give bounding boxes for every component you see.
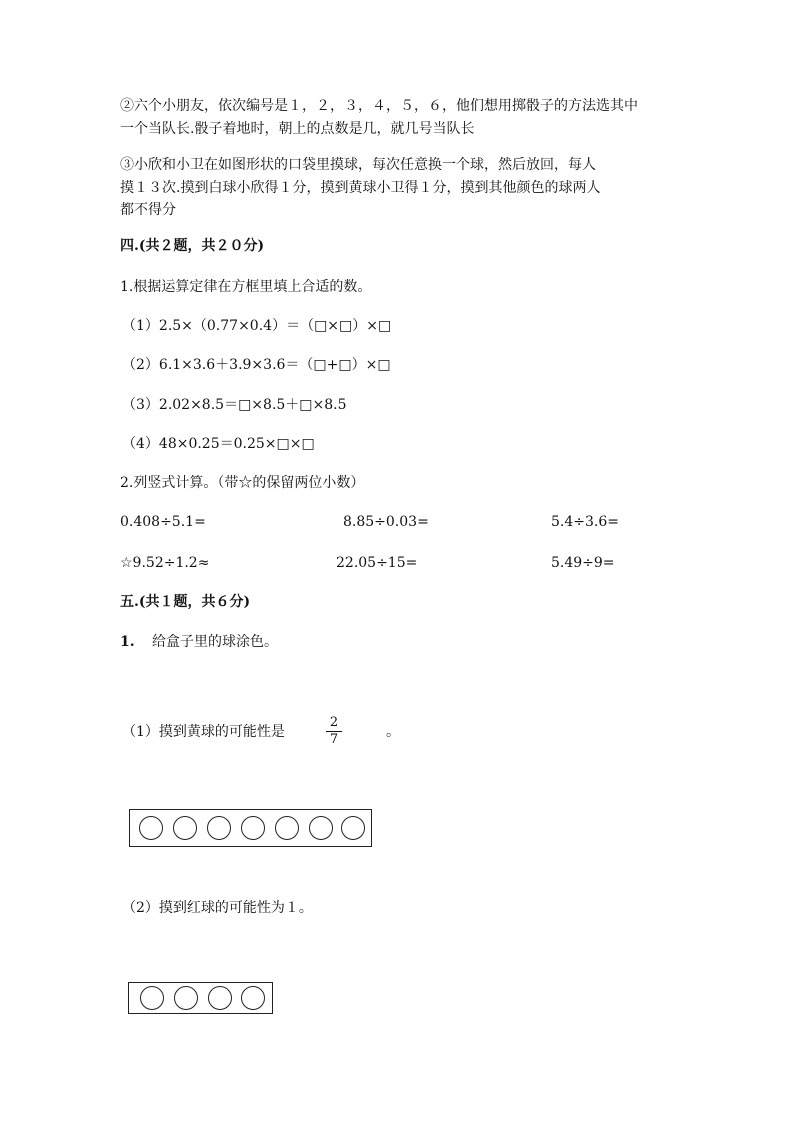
s4-q2-expr-2-1: ☆9.52÷1.2≈ [120,555,210,571]
section4-heading: 四.(共２题，共２０分) [120,238,265,254]
ball-6[interactable] [309,816,333,840]
s4-q1-item-3: （3）2.02×8.5＝□×8.5＋□×8.5 [122,397,347,413]
q3-item2-line2: 一个当队长.骰子着地时，朝上的点数是几，就几号当队长 [120,121,475,137]
ball-5[interactable] [275,816,299,840]
q3-item2-line1: ②六个小朋友，依次编号是１，２，３，４，５，６，他们想用掷骰子的方法选其中 [120,98,638,114]
s5-part1-end: 。 [386,724,400,740]
s5-part2-label: （2）摸到红球的可能性为１。 [122,900,313,916]
q3-item3-line1: ③小欣和小卫在如图形状的口袋里摸球，每次任意换一个球，然后放回，每人 [120,157,596,173]
ball-box-2 [128,982,273,1014]
s4-q2-expr-2-2: 22.05÷15= [336,555,418,571]
s5-part1-label: （1）摸到黄球的可能性是 [122,724,285,740]
s4-q2-expr-2-3: 5.49÷9= [551,555,615,571]
ball-1[interactable] [140,986,164,1010]
ball-box-1 [129,809,372,847]
s5-q1-number: 1. [120,634,135,650]
q3-item3-line3: 都不得分 [120,202,176,218]
s4-q1-item-2: （2）6.1×3.6＋3.9×3.6＝（□+□）×□ [122,357,391,373]
ball-4[interactable] [241,986,265,1010]
ball-3[interactable] [207,816,231,840]
s4-q2-expr-1-1: 0.408÷5.1= [120,514,206,530]
s4-q2-expr-1-3: 5.4÷3.6= [551,514,619,530]
ball-3[interactable] [208,986,232,1010]
s4-q1-prompt: 1.根据运算定律在方框里填上合适的数。 [120,279,372,295]
s4-q1-item-1: （1）2.5×（0.77×0.4）＝（□×□）×□ [122,318,392,334]
fraction-denominator: 7 [329,732,339,747]
s4-q2-prompt: 2.列竖式计算。（带☆的保留两位小数） [120,475,365,491]
ball-1[interactable] [139,816,163,840]
s4-q1-item-4: （4）48×0.25＝0.25×□×□ [122,436,315,452]
s5-q1-prompt: 给盒子里的球涂色。 [152,634,278,650]
fraction-numerator: 2 [329,715,339,730]
s5-part1-fraction [326,716,342,747]
ball-2[interactable] [174,986,198,1010]
ball-2[interactable] [173,816,197,840]
ball-7[interactable] [341,816,365,840]
ball-4[interactable] [241,816,265,840]
s4-q2-expr-1-2: 8.85÷0.03= [343,514,429,530]
q3-item3-line2: 摸１３次.摸到白球小欣得１分，摸到黄球小卫得１分，摸到其他颜色的球两人 [120,180,601,196]
section5-heading: 五.(共１题，共６分) [120,594,251,610]
